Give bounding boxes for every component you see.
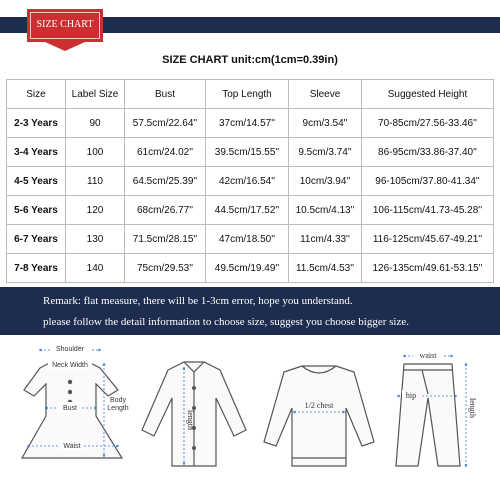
cell-size: 4-5 Years	[7, 167, 66, 196]
cell-suggested-height: 126-135cm/49.61-53.15''	[362, 254, 494, 283]
label-body-length-2: Length	[107, 405, 129, 412]
size-chart-tag-label: SIZE CHART	[36, 19, 94, 30]
cell-bust: 75cm/29.53''	[125, 254, 206, 283]
cell-size: 6-7 Years	[7, 225, 66, 254]
measurement-diagrams	[0, 338, 500, 500]
cell-top-length: 37cm/14.57''	[206, 109, 289, 138]
cell-sleeve: 11cm/4.33''	[289, 225, 362, 254]
cell-bust: 57.5cm/22.64''	[125, 109, 206, 138]
cell-sleeve: 11.5cm/4.53''	[289, 254, 362, 283]
cell-top-length: 39.5cm/15.55''	[206, 138, 289, 167]
cell-top-length: 44.5cm/17.52''	[206, 196, 289, 225]
cell-size: 5-6 Years	[7, 196, 66, 225]
cell-bust: 68cm/26.77''	[125, 196, 206, 225]
header-top-length: Top Length	[206, 80, 289, 109]
table-row	[7, 138, 494, 167]
remark-line-1: Remark: flat measure, there will be 1-3cm error, hope you understand.	[43, 295, 353, 307]
cell-label-size: 100	[66, 138, 125, 167]
label-bust: Bust	[62, 405, 78, 412]
label-pants-waist: waist	[419, 351, 437, 360]
header-label-size: Label Size	[66, 80, 125, 109]
cell-top-length: 42cm/16.54''	[206, 167, 289, 196]
label-body-length-1: Body	[110, 397, 126, 404]
table-row	[7, 109, 494, 138]
cell-label-size: 130	[66, 225, 125, 254]
label-shoulder: Shoulder	[55, 346, 85, 353]
cell-bust: 71.5cm/28.15''	[125, 225, 206, 254]
cell-size: 2-3 Years	[7, 109, 66, 138]
cell-label-size: 90	[66, 109, 125, 138]
chart-title: SIZE CHART unit:cm(1cm=0.39in)	[162, 54, 338, 66]
cell-sleeve: 9.5cm/3.74''	[289, 138, 362, 167]
cell-sleeve: 10.5cm/4.13''	[289, 196, 362, 225]
cell-suggested-height: 106-115cm/41.73-45.28''	[362, 196, 494, 225]
label-neck-width: Neck Width	[52, 362, 88, 369]
cell-sleeve: 10cm/3.94''	[289, 167, 362, 196]
label-pants-length: length	[468, 398, 477, 418]
cell-size: 3-4 Years	[7, 138, 66, 167]
header-bust: Bust	[125, 80, 206, 109]
cell-suggested-height: 70-85cm/27.56-33.46''	[362, 109, 494, 138]
table-row	[7, 196, 494, 225]
cell-label-size: 120	[66, 196, 125, 225]
cell-top-length: 49.5cm/19.49''	[206, 254, 289, 283]
cell-suggested-height: 96-105cm/37.80-41.34''	[362, 167, 494, 196]
header-size: Size	[7, 80, 66, 109]
pants-diagram	[396, 364, 460, 466]
label-half-chest: 1/2 chest	[304, 401, 334, 410]
header-sleeve: Sleeve	[289, 80, 362, 109]
label-waist: Waist	[63, 443, 81, 450]
cell-bust: 64.5cm/25.39''	[125, 167, 206, 196]
size-chart-tag	[27, 9, 103, 42]
cell-bust: 61cm/24.02''	[125, 138, 206, 167]
cell-label-size: 140	[66, 254, 125, 283]
cell-label-size: 110	[66, 167, 125, 196]
cell-size: 7-8 Years	[7, 254, 66, 283]
cell-sleeve: 9cm/3.54''	[289, 109, 362, 138]
label-shirt-length: length	[186, 410, 195, 430]
cell-top-length: 47cm/18.50''	[206, 225, 289, 254]
table-row	[7, 225, 494, 254]
table-row	[7, 254, 494, 283]
label-pants-hip: hip	[405, 391, 417, 400]
table-header-row	[7, 80, 494, 109]
sweater-diagram	[264, 366, 374, 466]
table-row	[7, 167, 494, 196]
cell-suggested-height: 86-95cm/33.86-37.40''	[362, 138, 494, 167]
size-table	[6, 79, 494, 283]
remark-line-2: please follow the detail information to choose size, suggest you choose bigger size.	[43, 316, 409, 328]
header-suggested-height: Suggested Height	[362, 80, 494, 109]
cell-suggested-height: 116-125cm/45.67-49.21''	[362, 225, 494, 254]
